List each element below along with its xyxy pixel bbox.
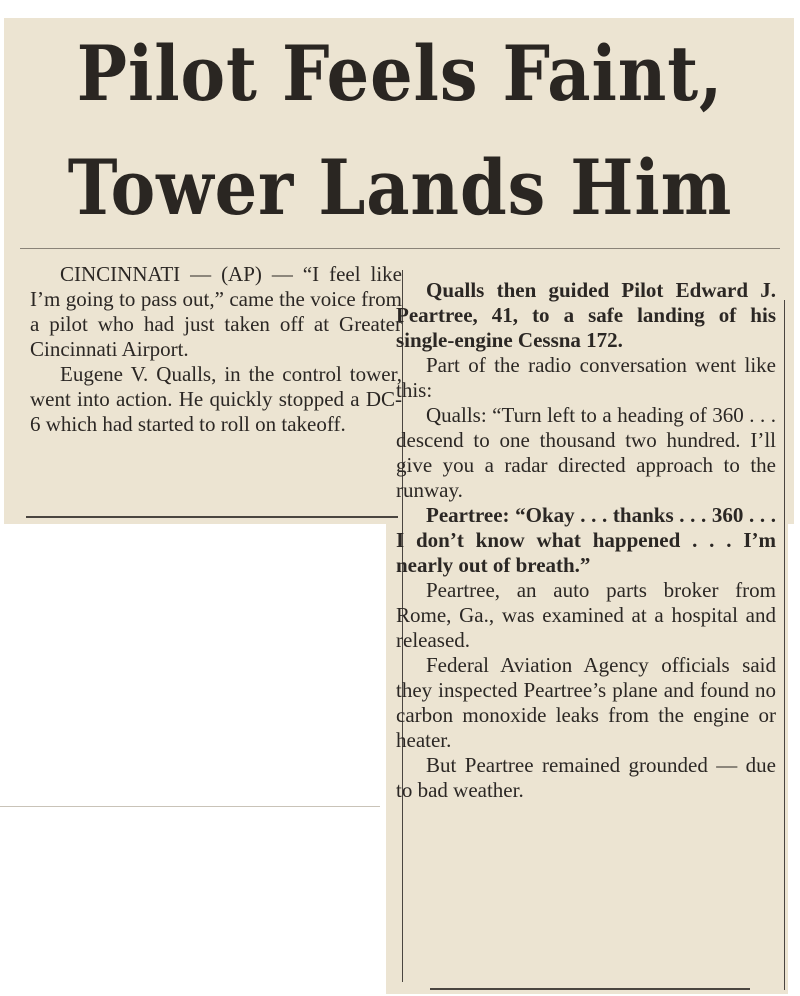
article-right-column [396, 278, 776, 803]
paragraph-qualls-quote: Qualls: “Turn left to a heading of 360 . . . descend to one thousand two hundred. I’ll give you a radar directed approach to the runway. [396, 403, 776, 502]
headline-line-1: Pilot Feels Faint, [76, 29, 724, 118]
paragraph-peartree-quote: Peartree: “Okay . . . thanks . . . 360 . . . I don’t know what happened . . . I’m nearly out of breath.” [396, 503, 776, 577]
article-end-rule [430, 988, 750, 990]
column-end-rule [26, 516, 398, 518]
scan-artifact-line [0, 806, 380, 807]
headline-divider [20, 248, 780, 249]
article-left-column [30, 262, 402, 437]
paragraph-faa: Federal Aviation Agency officials said they inspected Peartree’s plane and found no carbon monoxide leaks from the engine or heater. [396, 653, 776, 752]
paragraph-examined: Peartree, an auto parts broker from Rome, Ga., was examined at a hospital and released. [396, 578, 776, 652]
paragraph-lead: Qualls then guided Pilot Edward J. Peartree, 41, to a safe landing of his single-engine Cessna 172. [396, 278, 776, 352]
headline-line-2: Tower Lands Him [67, 143, 733, 232]
paragraph-qualls: Eugene V. Qualls, in the control tower, went into action. He quickly stopped a DC-6 which had started to roll on takeoff. [30, 362, 402, 436]
paragraph-radio-intro: Part of the radio conversation went like this: [396, 353, 776, 402]
paragraph-dateline: CINCINNATI — (AP) — “I feel like I’m going to pass out,” came the voice from a pilot who had just taken off at Greater Cincinnati Airport. [30, 262, 402, 361]
paragraph-grounded: But Peartree remained grounded — due to bad weather. [396, 753, 776, 802]
right-edge-rule [784, 300, 785, 990]
